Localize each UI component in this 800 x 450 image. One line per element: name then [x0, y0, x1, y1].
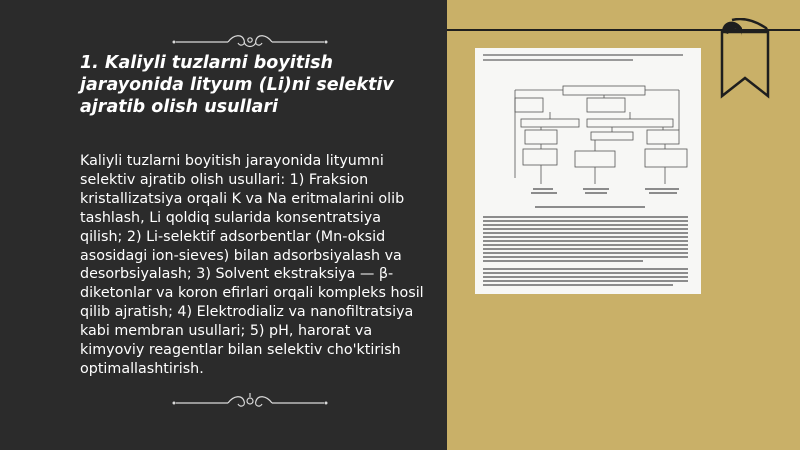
top-flourish-icon: [170, 32, 330, 52]
bottom-flourish-icon: [170, 391, 330, 411]
slide-title: 1. Kaliyli tuzlarni boyitish jarayonida lityum (Li)ni selektiv ajratib olish usullari: [80, 53, 394, 117]
bookmark-ribbon-icon: [718, 18, 772, 100]
slide-body: Kaliyli tuzlarni boyitish jarayonida lityumni selektiv ajratib olish usullari: 1) Fraksion kristallizatsiya orqali K va Na eritmalarini olib tashlash, Li qoldiq sularida konsentratsiya qilish; 2) Li-selektif adsorbentlar (Mn-oksid asosidagi ion-sieves) bilan adsorbsiyalash va desorbsiyalash; 3) Solvent ekstraksiya — β-diketonlar va koron efirlari orqali kompleks hosil qilib ajratish; 4) Elektrodializ va nanofiltratsiya kabi membran usullari; 5) pH, harorat va kimyoviy reagentlar bilan selektiv cho'ktirish optimallashtirish.: [80, 153, 424, 377]
document-thumbnail-image: [475, 48, 701, 294]
